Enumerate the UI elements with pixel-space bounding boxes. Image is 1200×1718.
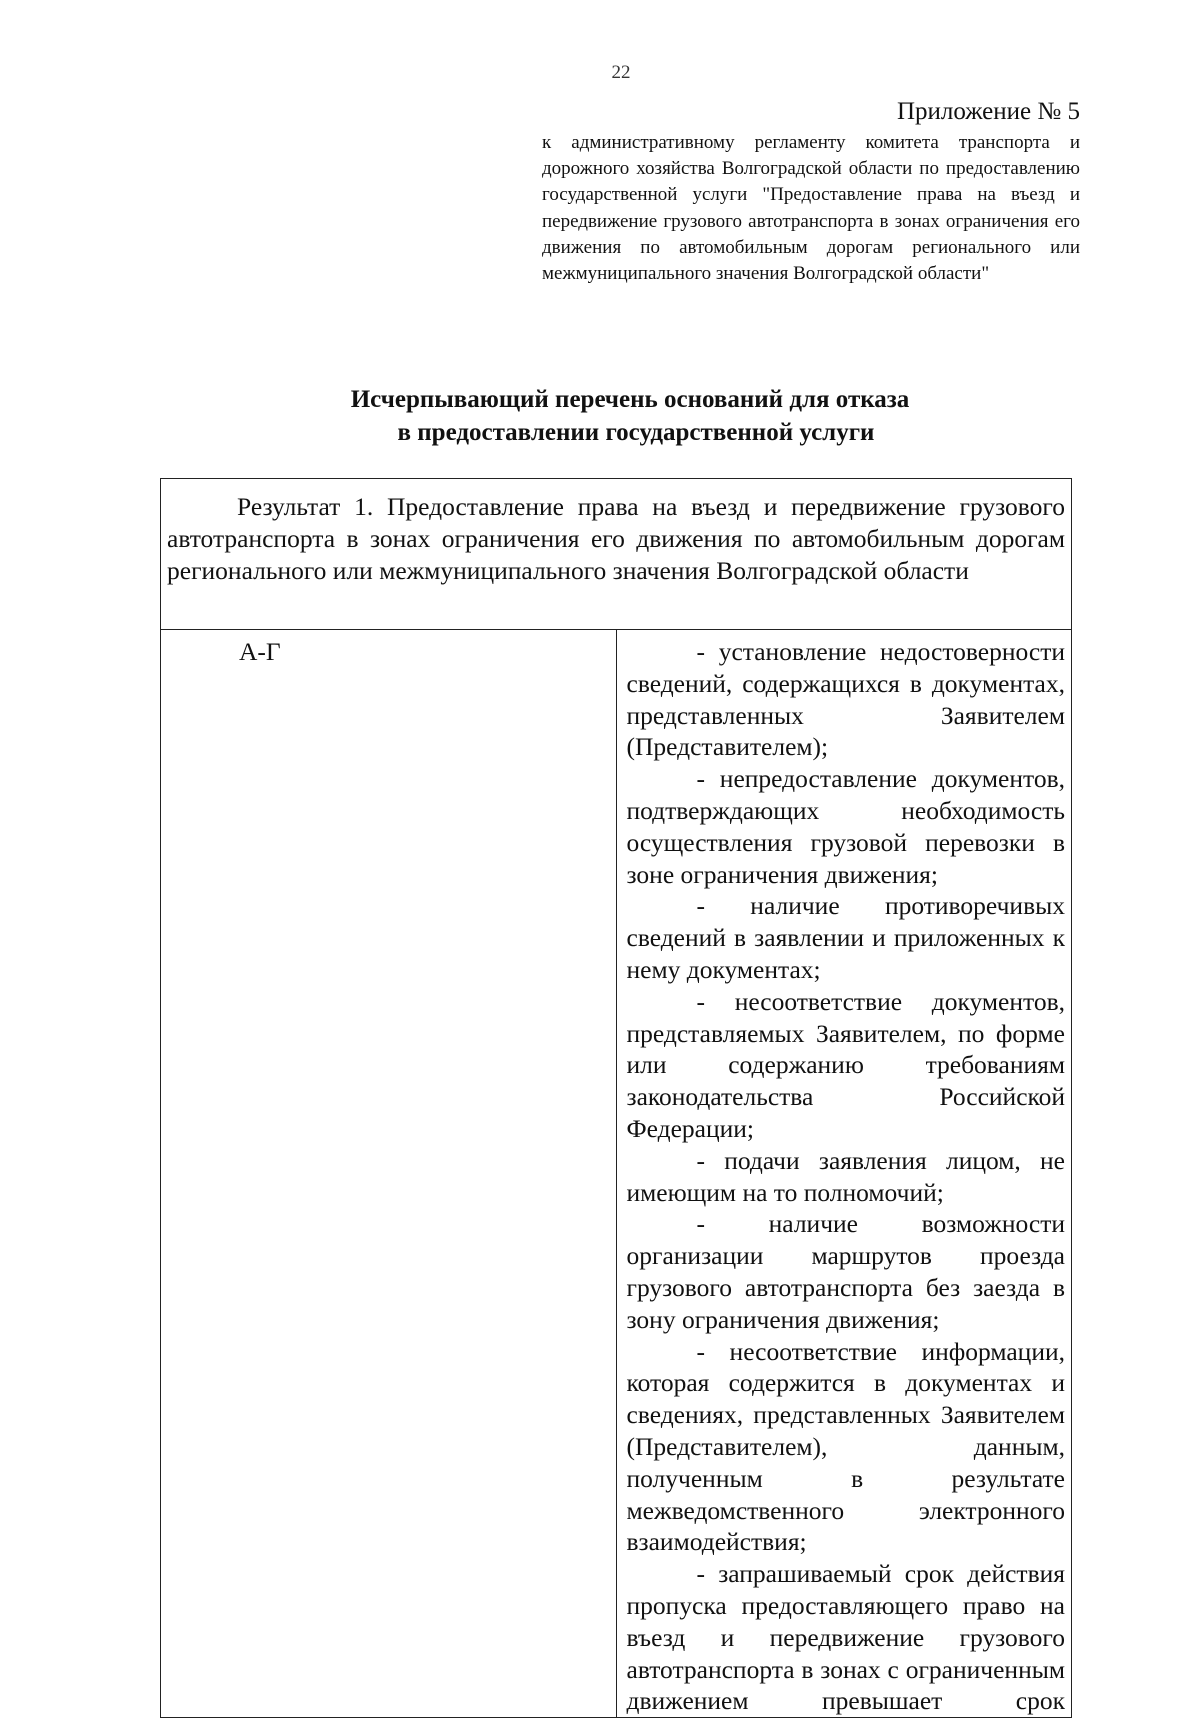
ground-item: - запрашиваемый срок действия пропуска предоставляющего право на въезд и передвижение грузового автотранспорта в зонах с ограниченным движением превышает срок [626, 1559, 1065, 1716]
result-text: Результат 1. Предоставление права на въезд и передвижение грузового автотранспорта в зонах ограничения его движения по автомобильным дорогам регионального или межмуниципального значения Волгоградской области [167, 492, 1065, 585]
grounds-cell [616, 630, 1072, 1718]
ground-item: - наличие возможности организации маршрутов проезда грузового автотранспорта без заезда в зону ограничения движения; [626, 1209, 1065, 1334]
ground-item: - наличие противоречивых сведений в заявлении и приложенных к нему документах; [626, 891, 1065, 984]
heading-line-1: Исчерпывающий перечень оснований для отказа [350, 386, 910, 413]
result-cell [161, 479, 1072, 630]
page-number: 22 [611, 62, 631, 83]
ground-item: - непредоставление документов, подтверждающих необходимость осуществления грузовой перевозки в зоне ограничения движения; [626, 764, 1065, 889]
document-heading [0, 383, 1200, 449]
result-row [161, 479, 1072, 630]
appendix-title: Приложение № 5 [896, 98, 1080, 125]
ground-item: - несоответствие информации, которая содержится в документах и сведениях, представленных Заявителем (Представителем), данным, полученным в результате межведомственного электронного взаимодействия; [626, 1336, 1065, 1557]
heading-line-2: в предоставлении государственной услуги [397, 419, 875, 446]
refusal-grounds-table [160, 478, 1072, 1718]
code-cell: А-Г [161, 630, 617, 1718]
ground-item: - несоответствие документов, представляемых Заявителем, по форме или содержанию требованиям законодательства Российской Федерации; [626, 986, 1065, 1143]
ground-item: - установление недостоверности сведений, содержащихся в документах, представленных Заявителем (Представителем); [626, 637, 1065, 762]
grounds-row [161, 630, 1072, 1718]
appendix-note: к административному регламенту комитета транспорта и дорожного хозяйства Волгоградской области по предоставлению государственной услуги "Предоставление права на въезд и передвижение грузового автотранспорта в зонах ограничения его движения по автомобильным дорогам регионального или межмуниципального значения Волгоградской области" [542, 132, 1080, 285]
ground-item: - подачи заявления лицом, не имеющим на то полномочий; [626, 1145, 1065, 1207]
